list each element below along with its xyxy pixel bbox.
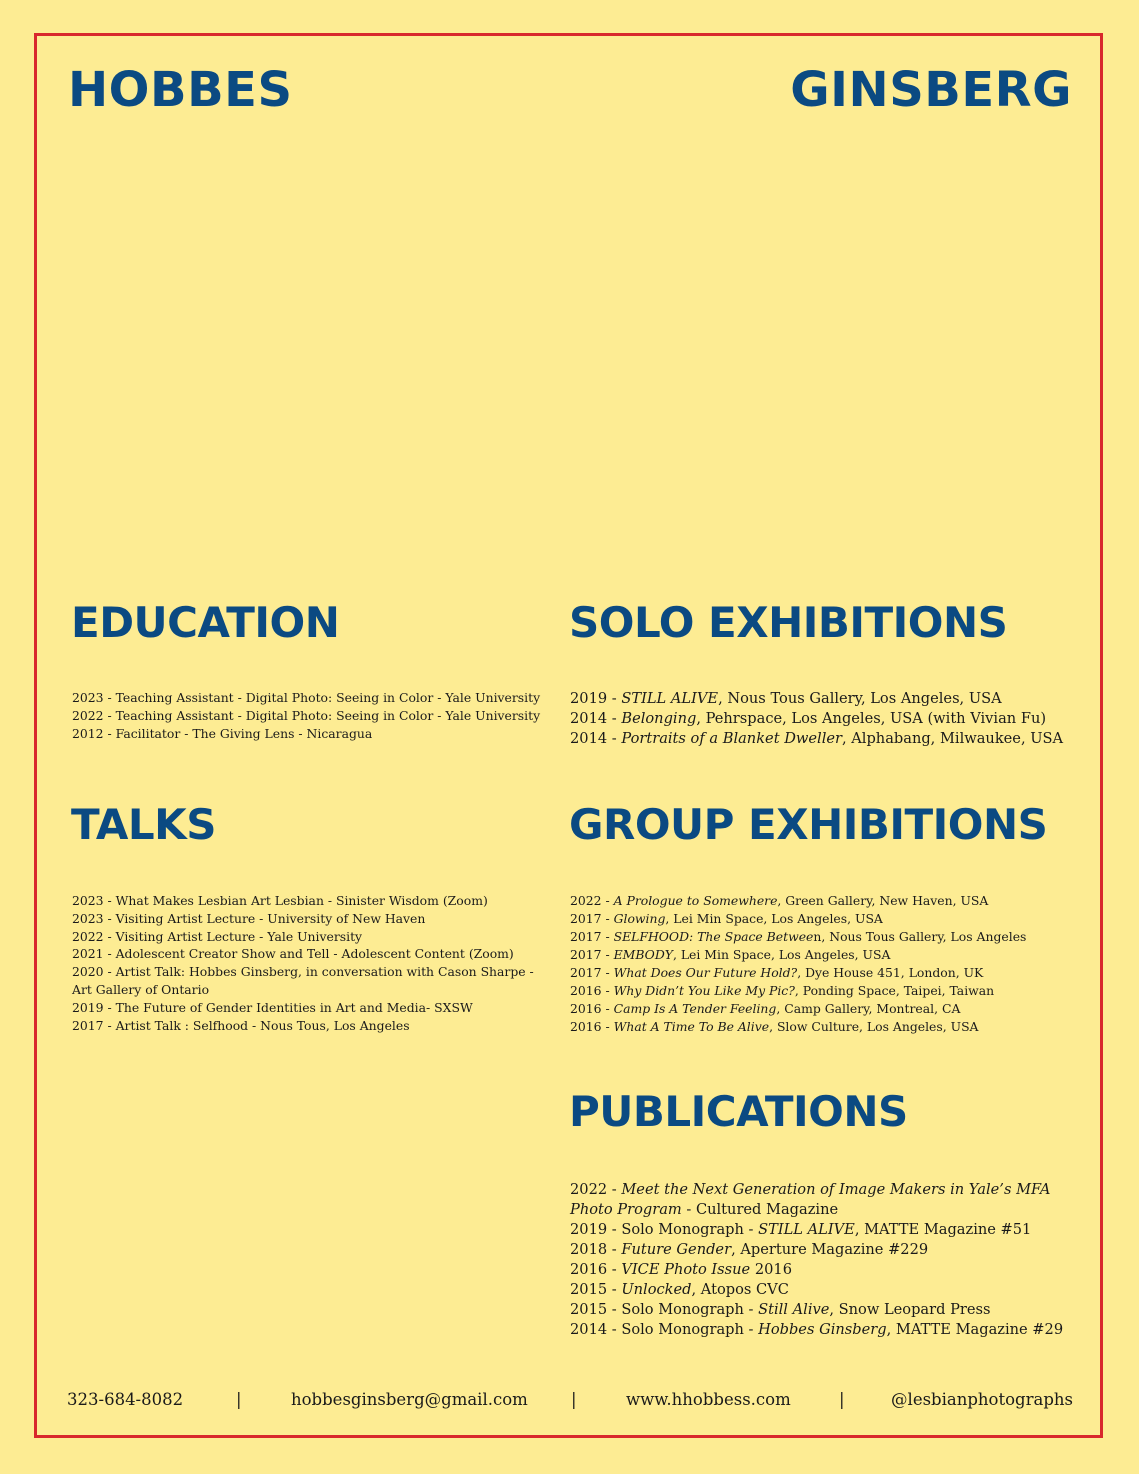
list-item: 2012 - Facilitator - The Giving Lens - Nicaragua [72, 725, 373, 741]
first-name: HOBBES [68, 62, 293, 118]
list-item: 2016 - What A Time To Be Alive, Slow Culture, Los Angeles, USA [570, 1019, 979, 1034]
list-item: 2015 - Solo Monograph - Still Alive, Snow Leopard Press [570, 1301, 991, 1318]
solo-exhibitions-list [570, 689, 1070, 749]
publications-heading: PUBLICATIONS [569, 1087, 908, 1136]
list-item: 2017 - EMBODY, Lei Min Space, Los Angeles, USA [570, 947, 891, 962]
footer-separator: | [571, 1390, 577, 1409]
social-handle-link[interactable]: @lesbianphotographs [891, 1390, 1073, 1409]
website-link[interactable]: www.hhobbess.com [626, 1390, 791, 1409]
list-item: 2019 - The Future of Gender Identities in Art and Media- SXSW [72, 999, 473, 1015]
list-item: 2023 - Teaching Assistant - Digital Photo: Seeing in Color - Yale University [72, 690, 541, 705]
list-item: 2016 - Why Didn’t You Like My Pic?, Ponding Space, Taipei, Taiwan [570, 983, 995, 998]
list-item: 2017 - Artist Talk : Selfhood - Nous Tous, Los Angeles [72, 1017, 410, 1033]
talks-list [72, 892, 537, 1034]
education-heading: EDUCATION [71, 598, 340, 647]
last-name: GINSBERG [790, 62, 1072, 118]
list-item: 2018 - Future Gender, Aperture Magazine #229 [570, 1241, 929, 1258]
phone-number: 323-684-8082 [67, 1390, 184, 1409]
list-item: 2014 - Portraits of a Blanket Dweller, Alphabang, Milwaukee, USA [570, 730, 1064, 747]
contact-footer [66, 1387, 1073, 1413]
list-item: 2019 - Solo Monograph - STILL ALIVE, MATTE Magazine #51 [570, 1221, 1032, 1238]
list-item: 2019 - STILL ALIVE, Nous Tous Gallery, Los Angeles, USA [570, 690, 1002, 707]
list-item: 2022 - Visiting Artist Lecture - Yale University [72, 928, 363, 944]
education-list [72, 689, 542, 742]
group-exhibitions-list [570, 892, 1070, 1036]
list-item: 2023 - Visiting Artist Lecture - University of New Haven [72, 910, 426, 926]
list-item: 2022 - Meet the Next Generation of Image Makers in Yale’s MFA Photo Program - Cultured Magazine [570, 1181, 1051, 1218]
solo-exhibitions-heading: SOLO EXHIBITIONS [569, 598, 1008, 647]
list-item: 2020 - Artist Talk: Hobbes Ginsberg, in conversation with Cason Sharpe - Art Gallery of Ontario [72, 964, 534, 997]
list-item: 2017 - SELFHOOD: The Space Between, Nous Tous Gallery, Los Angeles [570, 929, 1027, 944]
list-item: 2014 - Belonging, Pehrspace, Los Angeles, USA (with Vivian Fu) [570, 710, 1047, 727]
email-link[interactable]: hobbesginsberg@gmail.com [291, 1390, 528, 1409]
list-item: 2017 - What Does Our Future Hold?, Dye House 451, London, UK [570, 965, 984, 980]
footer-separator: | [236, 1390, 242, 1409]
list-item: 2023 - What Makes Lesbian Art Lesbian - Sinister Wisdom (Zoom) [72, 893, 488, 908]
list-item: 2017 - Glowing, Lei Min Space, Los Angeles, USA [570, 911, 883, 926]
list-item: 2016 - VICE Photo Issue 2016 [570, 1261, 792, 1278]
talks-heading: TALKS [71, 800, 216, 849]
footer-separator: | [839, 1390, 845, 1409]
group-exhibitions-heading: GROUP EXHIBITIONS [569, 800, 1048, 849]
list-item: 2021 - Adolescent Creator Show and Tell - Adolescent Content (Zoom) [72, 946, 514, 962]
publications-list [570, 1180, 1065, 1340]
list-item: 2014 - Solo Monograph - Hobbes Ginsberg, MATTE Magazine #29 [570, 1321, 1064, 1338]
list-item: 2016 - Camp Is A Tender Feeling, Camp Gallery, Montreal, CA [570, 1001, 961, 1016]
list-item: 2022 - Teaching Assistant - Digital Photo: Seeing in Color - Yale University [72, 707, 541, 723]
list-item: 2022 - A Prologue to Somewhere, Green Gallery, New Haven, USA [570, 893, 989, 908]
list-item: 2015 - Unlocked, Atopos CVC [570, 1281, 789, 1298]
